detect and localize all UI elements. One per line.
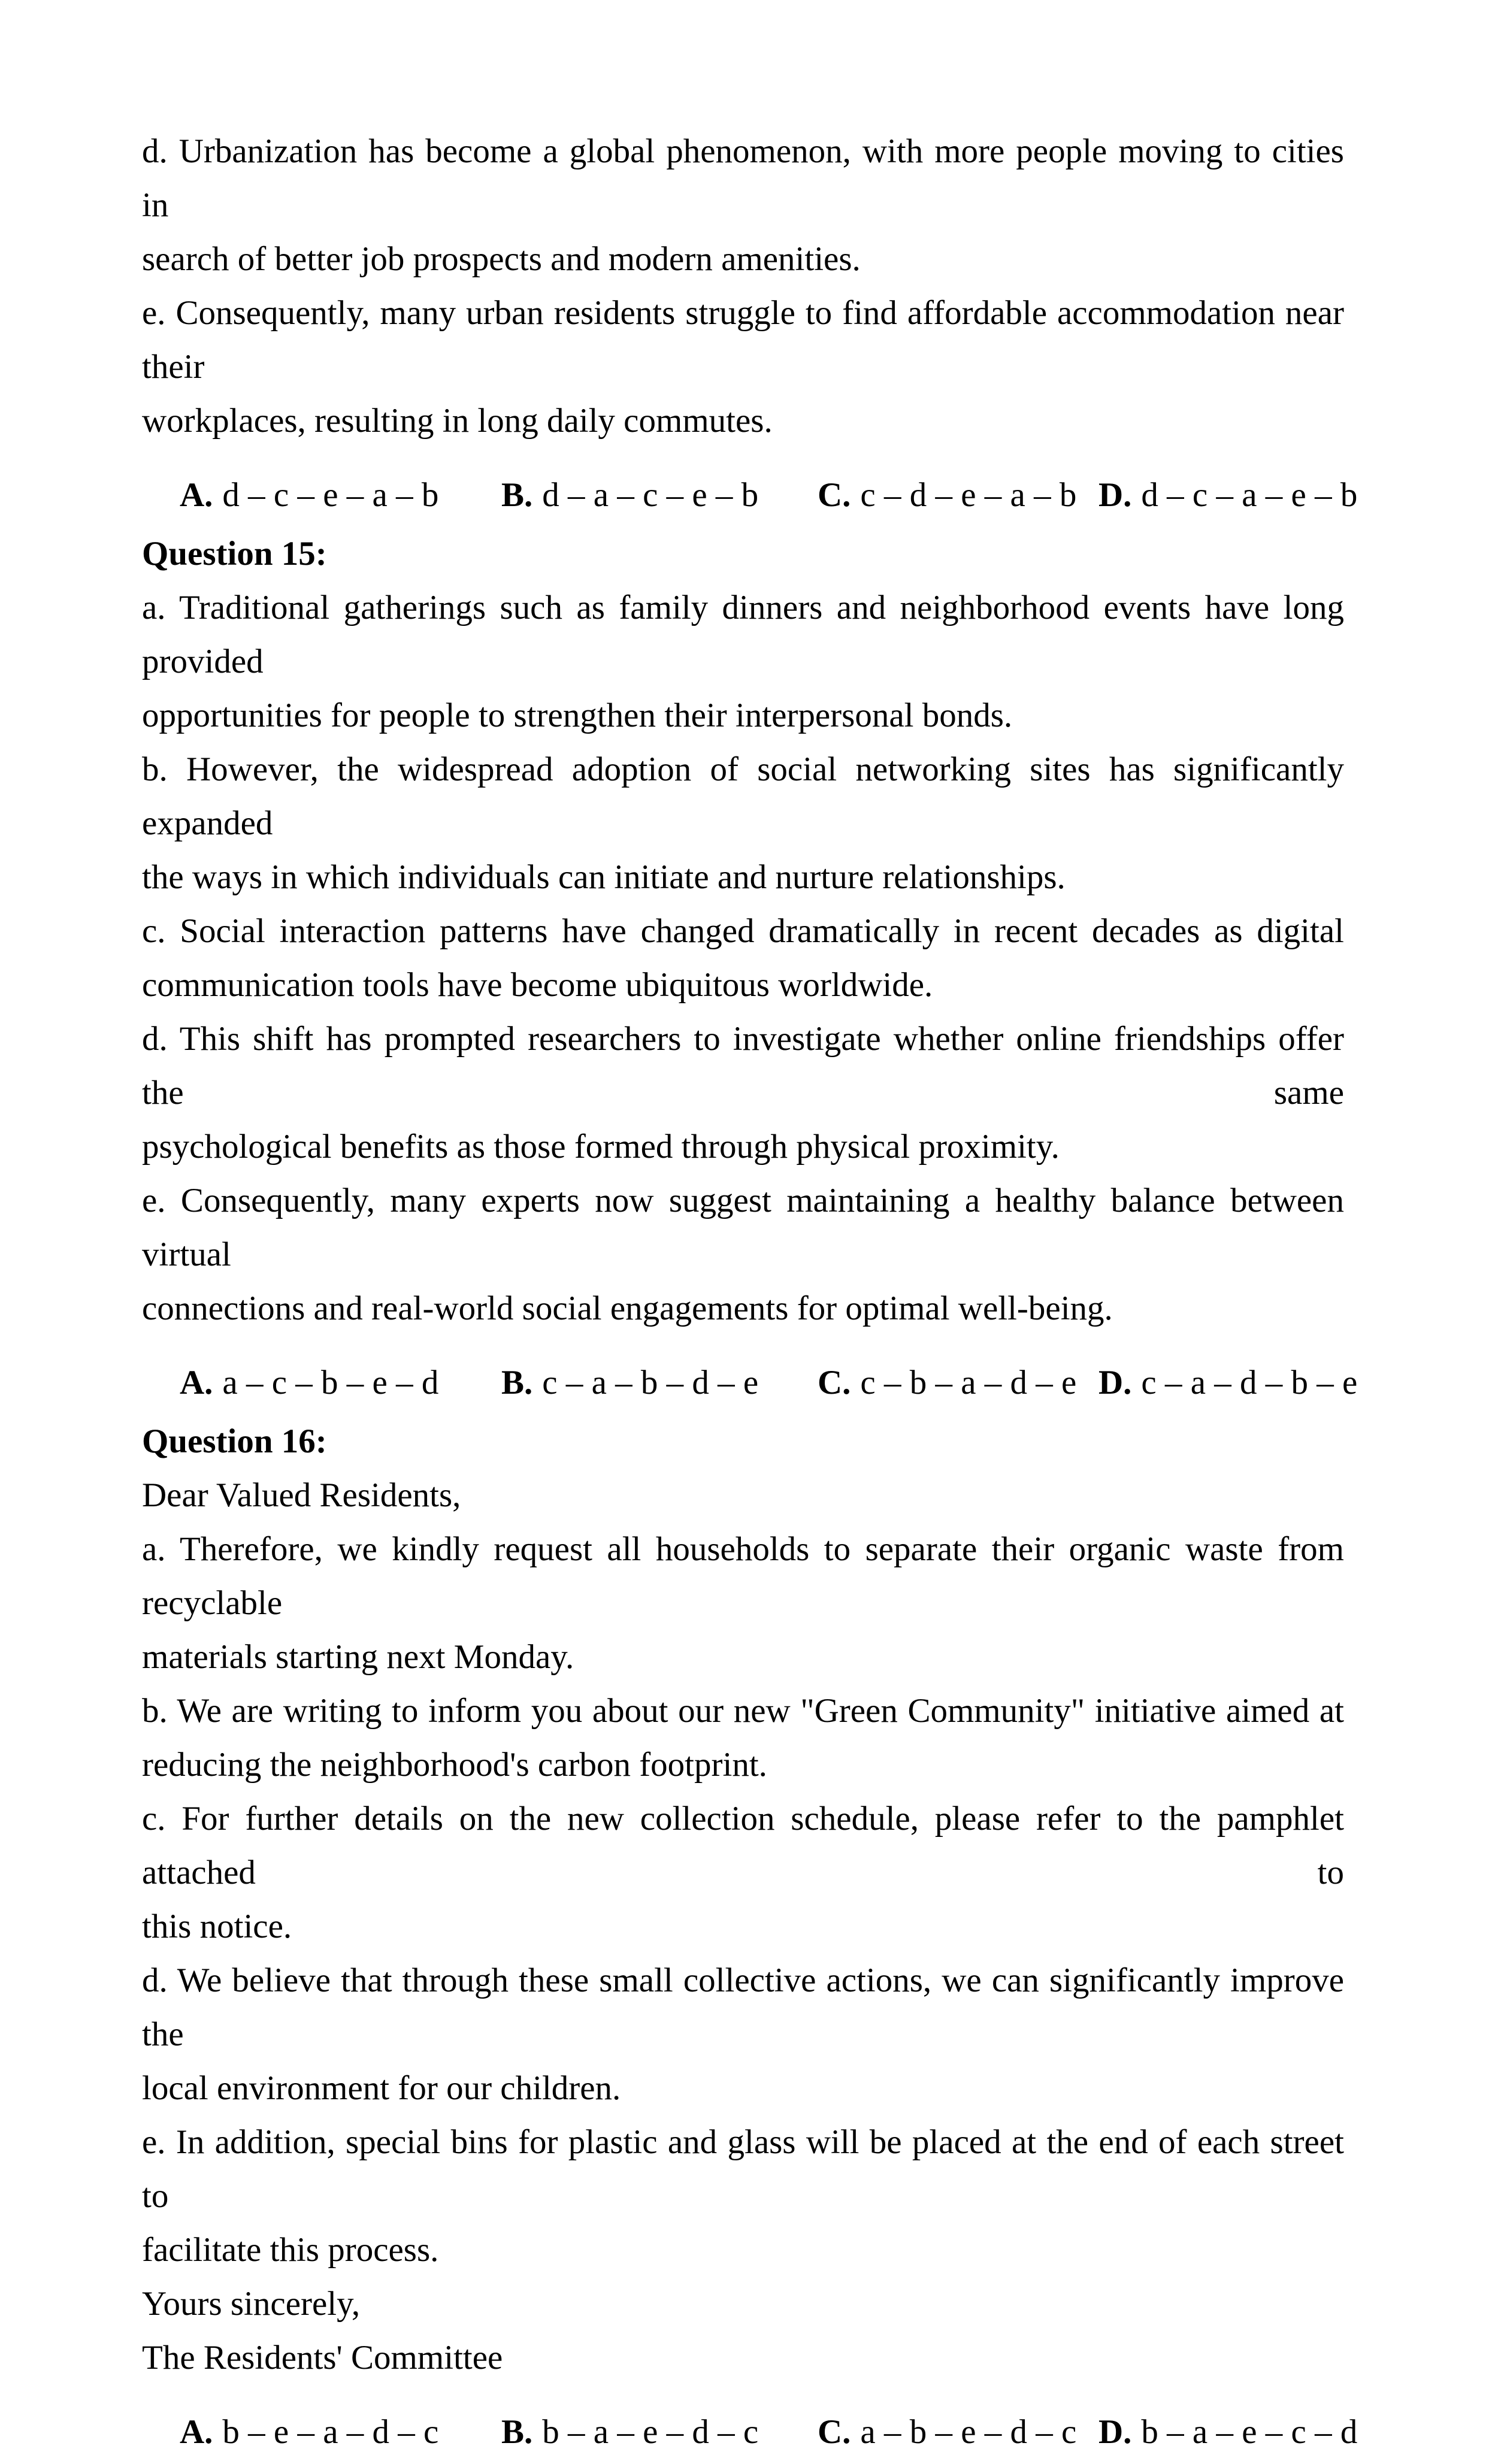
option-letter: D.	[1098, 476, 1132, 514]
option-letter: A.	[180, 476, 213, 514]
sentence-line: reducing the neighborhood's carbon footprint.	[142, 1746, 767, 1784]
option-c	[818, 2405, 1076, 2459]
sentence-line: communication tools have become ubiquitous worldwide.	[142, 966, 933, 1004]
sentence-line: connections and real-world social engagements for optimal well-being.	[142, 1289, 1113, 1327]
option-sequence: a – c – b – e – d	[222, 1364, 439, 1401]
sentence-line: local environment for our children.	[142, 2069, 621, 2107]
answer-options-row-q14	[142, 468, 1358, 522]
sentence-line: e. Consequently, many experts now suggest maintaining a healthy balance between virtual	[142, 1182, 1344, 1273]
option-d	[1098, 2405, 1357, 2459]
option-sequence: b – e – a – d – c	[222, 2413, 439, 2451]
answer-options-row-q15	[142, 1356, 1358, 1410]
option-b	[501, 468, 758, 522]
sentence-line: d. We believe that through these small collective actions, we can significantly improve the	[142, 1961, 1344, 2053]
sentence-line: e. Consequently, many urban residents struggle to find affordable accommodation near their	[142, 294, 1344, 386]
option-sequence: c – b – a – d – e	[860, 1364, 1077, 1401]
sentence-line: search of better job prospects and modern amenities.	[142, 240, 861, 278]
option-sequence: a – b – e – d – c	[860, 2413, 1077, 2451]
option-letter: B.	[501, 1364, 533, 1401]
option-letter: D.	[1098, 2413, 1132, 2451]
option-letter: D.	[1098, 1364, 1132, 1401]
option-letter: B.	[501, 2413, 533, 2451]
sentence-line: a. Traditional gatherings such as family dinners and neighborhood events have long provided	[142, 589, 1344, 680]
option-sequence: b – a – e – c – d	[1141, 2413, 1358, 2451]
question-15-heading: Question 15:	[142, 535, 327, 573]
sentence-line: b. However, the widespread adoption of social networking sites has significantly expanded	[142, 750, 1344, 842]
sentence-line: opportunities for people to strengthen their interpersonal bonds.	[142, 697, 1013, 734]
option-sequence: b – a – e – d – c	[542, 2413, 759, 2451]
sentence-line: this notice.	[142, 1908, 292, 1945]
option-a	[180, 1356, 438, 1410]
option-letter: B.	[501, 476, 533, 514]
closing-line: Yours sincerely,	[142, 2285, 361, 2323]
option-b	[501, 1356, 758, 1410]
sentence-line: d. This shift has prompted researchers to investigate whether online friendships offer the same	[142, 1020, 1344, 1112]
page-content	[142, 125, 1358, 2464]
option-sequence: d – a – c – e – b	[542, 476, 759, 514]
option-letter: C.	[818, 476, 851, 514]
option-d	[1098, 468, 1357, 522]
sentence-line: workplaces, resulting in long daily commutes.	[142, 402, 773, 440]
sentence-line: the ways in which individuals can initiate and nurture relationships.	[142, 858, 1066, 896]
sentence-line: b. We are writing to inform you about our new "Green Community" initiative aimed at	[142, 1692, 1344, 1730]
option-c	[818, 1356, 1076, 1410]
option-sequence: c – a – b – d – e	[542, 1364, 759, 1401]
sentence-line: d. Urbanization has become a global phenomenon, with more people moving to cities in	[142, 132, 1344, 224]
question-16-heading: Question 16:	[142, 1422, 327, 1460]
option-letter: A.	[180, 1364, 213, 1401]
sentence-line: facilitate this process.	[142, 2231, 439, 2269]
signature-line: The Residents' Committee	[142, 2339, 503, 2377]
option-letter: C.	[818, 2413, 851, 2451]
answer-options-row-q16	[142, 2405, 1358, 2459]
option-b	[501, 2405, 758, 2459]
sentence-line: e. In addition, special bins for plastic and glass will be placed at the end of each street to	[142, 2123, 1344, 2215]
option-sequence: d – c – a – e – b	[1141, 476, 1358, 514]
option-sequence: c – d – e – a – b	[860, 476, 1077, 514]
option-a	[180, 2405, 438, 2459]
option-sequence: c – a – d – b – e	[1141, 1364, 1358, 1401]
option-sequence: d – c – e – a – b	[222, 476, 439, 514]
option-letter: A.	[180, 2413, 213, 2451]
option-c	[818, 468, 1076, 522]
option-a	[180, 468, 438, 522]
sentence-line: c. Social interaction patterns have changed dramatically in recent decades as digital	[142, 912, 1344, 950]
sentence-line: materials starting next Monday.	[142, 1638, 574, 1676]
sentence-line: c. For further details on the new collection schedule, please refer to the pamphlet attached to	[142, 1800, 1344, 1891]
option-letter: C.	[818, 1364, 851, 1401]
salutation-line: Dear Valued Residents,	[142, 1476, 461, 1514]
sentence-line: a. Therefore, we kindly request all households to separate their organic waste from recyclable	[142, 1530, 1344, 1622]
sentence-line: psychological benefits as those formed through physical proximity.	[142, 1128, 1060, 1166]
option-d	[1098, 1356, 1357, 1410]
